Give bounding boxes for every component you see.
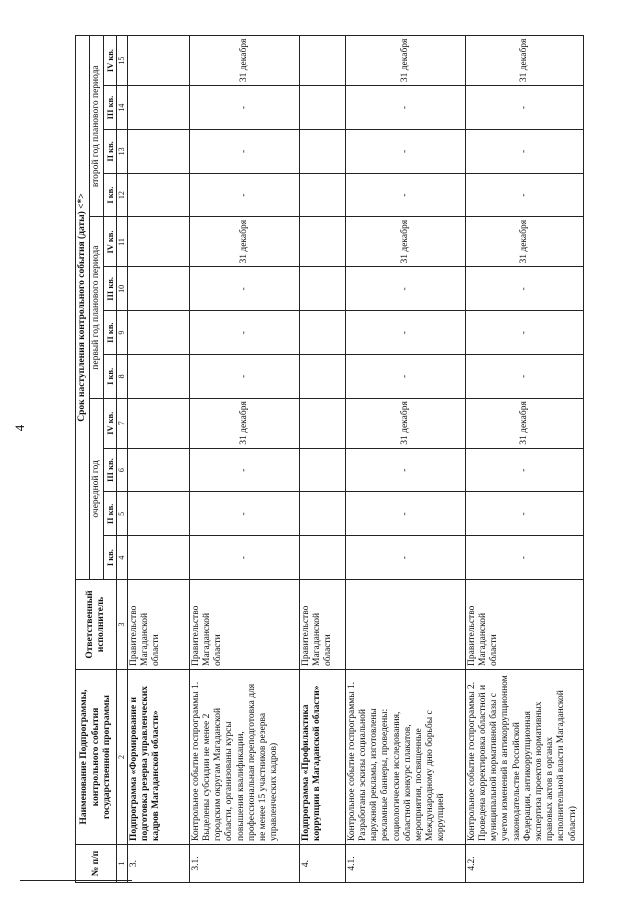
row-name: Контрольное событие госпрограммы 1. Разработаны эскизы социальной наружной рекламы, изготовлены рекламные баннеры, проведены: социологические исследования, областной конкурс плакатов, мероприятия, посвященные Международному дню борьбы с коррупцией bbox=[345, 670, 465, 845]
deadline-cell bbox=[127, 173, 189, 217]
deadline-cell: - bbox=[345, 86, 465, 130]
deadline-cell: - bbox=[345, 492, 465, 536]
deadline-cell bbox=[127, 217, 189, 267]
deadline-cell: - bbox=[465, 267, 583, 311]
deadline-cell: - bbox=[189, 86, 299, 130]
deadline-cell: - bbox=[465, 355, 583, 399]
deadline-cell bbox=[127, 36, 189, 86]
table-row bbox=[465, 36, 583, 883]
deadline-cell: - bbox=[345, 130, 465, 174]
deadline-date-cell: 31 декабря bbox=[465, 217, 583, 267]
deadline-cell: - bbox=[189, 448, 299, 492]
deadline-cell: - bbox=[465, 86, 583, 130]
deadline-cell: - bbox=[189, 173, 299, 217]
row-executor: Правительство Магаданской области bbox=[465, 580, 583, 670]
column-index: 3 bbox=[117, 580, 127, 670]
deadline-cell: - bbox=[345, 267, 465, 311]
table-row bbox=[127, 36, 189, 883]
table-row bbox=[345, 36, 465, 883]
header-q4: IV кв. bbox=[104, 398, 117, 448]
deadline-cell: - bbox=[465, 311, 583, 355]
row-number: 4.1. bbox=[345, 845, 465, 883]
header-q1: I кв. bbox=[104, 355, 117, 399]
header-q3: III кв. bbox=[104, 267, 117, 311]
header-q2: II кв. bbox=[104, 492, 117, 536]
header-q1: I кв. bbox=[104, 173, 117, 217]
header-q4: IV кв. bbox=[104, 217, 117, 267]
column-index: 6 bbox=[117, 448, 127, 492]
deadline-cell bbox=[299, 536, 345, 580]
column-index: 15 bbox=[117, 36, 127, 86]
deadline-cell bbox=[127, 130, 189, 174]
deadline-cell bbox=[299, 173, 345, 217]
table-body bbox=[127, 36, 583, 883]
row-name: Контрольное событие госпрограммы 1. Выделены субсидии не менее 2 городским округам Магаданской области, организованы курсы повышения квалификации, профессиональная переподготовка для не менее 15 участников резерва управленческих кадров) bbox=[189, 670, 299, 845]
header-year-second: второй год планового периода bbox=[90, 36, 104, 218]
header-year-first: первый год планового периода bbox=[90, 217, 104, 398]
deadline-cell bbox=[299, 86, 345, 130]
header-num: № п/п bbox=[76, 845, 117, 883]
header-q2: II кв. bbox=[104, 311, 117, 355]
column-index: 7 bbox=[117, 398, 127, 448]
deadline-cell bbox=[127, 398, 189, 448]
deadline-date-cell: 31 декабря bbox=[189, 36, 299, 86]
header-q3: III кв. bbox=[104, 86, 117, 130]
deadline-date-cell: 31 декабря bbox=[345, 217, 465, 267]
row-name: Контрольное событие госпрограммы 2. Проведена корректировка областной и муниципальной нормативной базы с учетом изменений в антикоррупционном законодательстве Российской Федерации, антикоррупционная экспертиза проектов нормативных правовых актов в органах исполнительной власти Магаданской области) bbox=[465, 670, 583, 845]
row-executor: Правительство Магаданской области bbox=[299, 580, 345, 670]
page-number: 4 bbox=[12, 424, 27, 432]
header-q2: II кв. bbox=[104, 130, 117, 174]
column-index: 14 bbox=[117, 86, 127, 130]
deadline-cell bbox=[299, 492, 345, 536]
deadline-cell: - bbox=[189, 311, 299, 355]
column-index: 11 bbox=[117, 217, 127, 267]
column-index: 10 bbox=[117, 267, 127, 311]
column-index-row bbox=[117, 36, 127, 883]
row-number: 3. bbox=[127, 845, 189, 883]
deadline-cell bbox=[127, 86, 189, 130]
column-index: 1 bbox=[117, 845, 127, 883]
footnote-divider bbox=[20, 880, 132, 881]
row-executor bbox=[345, 580, 465, 670]
row-executor: Правительство Магаданской области bbox=[189, 580, 299, 670]
column-index: 5 bbox=[117, 492, 127, 536]
deadline-cell bbox=[127, 536, 189, 580]
deadline-cell: - bbox=[465, 448, 583, 492]
column-index: 8 bbox=[117, 355, 127, 399]
header-name: Наименование Подпрограммы, контрольного события государственной программы bbox=[76, 670, 117, 845]
deadline-cell: - bbox=[189, 267, 299, 311]
header-year-current: очередной год bbox=[90, 398, 104, 579]
row-number: 3.1. bbox=[189, 845, 299, 883]
deadline-date-cell: 31 декабря bbox=[189, 398, 299, 448]
deadline-cell: - bbox=[465, 536, 583, 580]
deadline-cell: - bbox=[465, 492, 583, 536]
deadline-cell bbox=[299, 36, 345, 86]
deadline-cell bbox=[127, 448, 189, 492]
deadline-cell bbox=[299, 311, 345, 355]
deadline-cell bbox=[299, 217, 345, 267]
column-index: 12 bbox=[117, 173, 127, 217]
header-executor: Ответственный исполнитель bbox=[76, 580, 117, 670]
column-index: 2 bbox=[117, 670, 127, 845]
table-row bbox=[189, 36, 299, 883]
header-q3: III кв. bbox=[104, 448, 117, 492]
row-number: 4. bbox=[299, 845, 345, 883]
header-q4: IV кв. bbox=[104, 36, 117, 86]
column-index: 13 bbox=[117, 130, 127, 174]
deadline-cell bbox=[127, 311, 189, 355]
row-name: Подпрограмма «Формирование и подготовка резерва управленческих кадров Магаданской области» bbox=[127, 670, 189, 845]
deadline-cell bbox=[299, 267, 345, 311]
table-row bbox=[299, 36, 345, 883]
deadline-cell bbox=[299, 355, 345, 399]
row-executor: Правительство Магаданской области bbox=[127, 580, 189, 670]
deadline-cell: - bbox=[345, 173, 465, 217]
deadline-cell: - bbox=[345, 355, 465, 399]
deadline-date-cell: 31 декабря bbox=[465, 36, 583, 86]
deadline-cell bbox=[299, 448, 345, 492]
deadline-date-cell: 31 декабря bbox=[189, 217, 299, 267]
control-events-table bbox=[75, 35, 584, 883]
deadline-cell: - bbox=[345, 448, 465, 492]
deadline-date-cell: 31 декабря bbox=[345, 398, 465, 448]
deadline-cell bbox=[299, 398, 345, 448]
deadline-date-cell: 31 декабря bbox=[465, 398, 583, 448]
deadline-cell: - bbox=[189, 492, 299, 536]
program-table-sheet bbox=[75, 35, 578, 883]
column-index: 4 bbox=[117, 536, 127, 580]
deadline-cell: - bbox=[345, 311, 465, 355]
deadline-cell bbox=[299, 130, 345, 174]
deadline-cell bbox=[127, 492, 189, 536]
deadline-date-cell: 31 декабря bbox=[345, 36, 465, 86]
header-deadline: Срок наступления контрольного события (даты) <*> bbox=[76, 36, 90, 580]
row-name: Подпрограмма «Профилактика коррупции в Магаданской области» bbox=[299, 670, 345, 845]
deadline-cell: - bbox=[189, 130, 299, 174]
deadline-cell: - bbox=[189, 536, 299, 580]
deadline-cell: - bbox=[465, 130, 583, 174]
deadline-cell: - bbox=[465, 173, 583, 217]
row-number: 4.2. bbox=[465, 845, 583, 883]
column-index: 9 bbox=[117, 311, 127, 355]
deadline-cell bbox=[127, 355, 189, 399]
deadline-cell bbox=[127, 267, 189, 311]
deadline-cell: - bbox=[189, 355, 299, 399]
deadline-cell: - bbox=[345, 536, 465, 580]
header-q1: I кв. bbox=[104, 536, 117, 580]
